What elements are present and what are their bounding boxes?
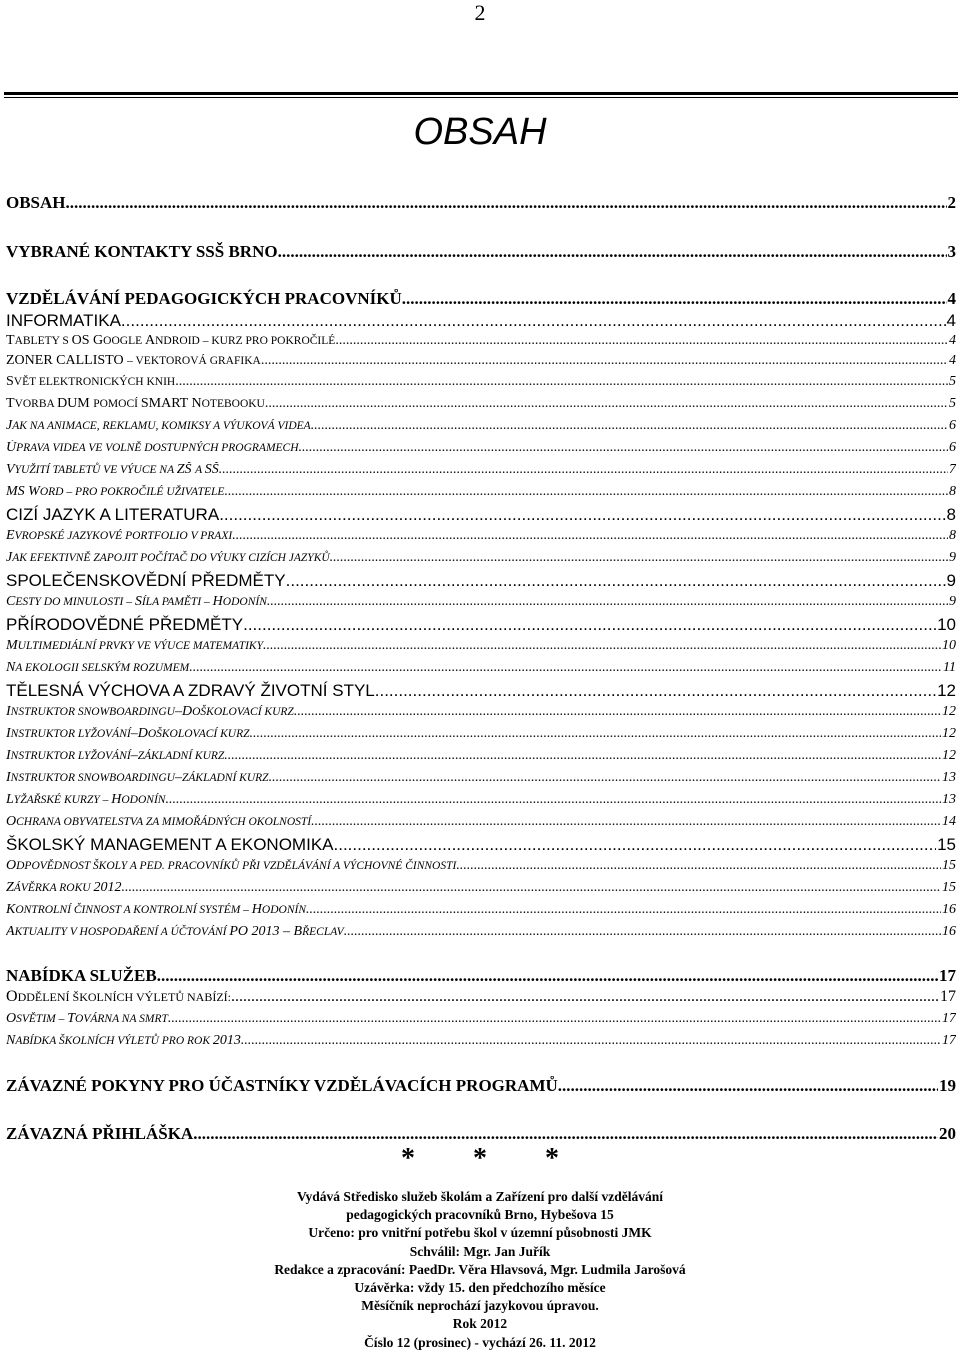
toc-entry-page: 9 xyxy=(949,594,956,609)
toc-entry-title-part: NSTRUKTOR SNOWBOARDINGU xyxy=(10,706,175,718)
toc-entry-page: 15 xyxy=(942,880,956,895)
toc-entry-title-part: O xyxy=(6,988,18,1005)
toc-entry-title-part: A xyxy=(195,464,205,476)
toc-entry-title-part: O xyxy=(6,1011,17,1026)
toc-entry-page: 5 xyxy=(949,374,956,389)
toc-entry-page: 6 xyxy=(949,418,956,433)
toc-entry-title xyxy=(6,748,224,764)
toc-entry-page: 11 xyxy=(943,660,956,675)
toc-entry-title xyxy=(6,814,311,830)
toc-entry-title-part: OBSAH xyxy=(6,193,66,212)
toc-entry-page: 16 xyxy=(942,924,956,939)
toc-dot-leader xyxy=(232,528,948,544)
separator-star: * xyxy=(401,1143,415,1174)
toc-entry-title-part: AK NA ANIMACE, REKLAMU, KOMIKSY A VÝUKOVÁ VIDEA xyxy=(12,420,311,432)
toc-dot-leader xyxy=(558,1076,938,1096)
toc-entry[interactable] xyxy=(6,880,956,896)
toc-entry-title xyxy=(6,1033,241,1049)
toc-dot-leader xyxy=(219,505,945,525)
toc-dot-leader xyxy=(299,440,948,456)
toc-entry-title-part: OVÁRNA NA SMRT xyxy=(75,1013,168,1025)
toc-entry-title-part: A xyxy=(6,924,15,939)
toc-entry-title-part: NSTRUKTOR LYŽOVÁNÍ xyxy=(10,750,131,762)
toc-entry-title-part: H xyxy=(251,902,262,917)
toc-dot-leader xyxy=(250,726,941,742)
toc-entry-title-part: O xyxy=(6,814,17,829)
toc-entry-page: 16 xyxy=(942,902,956,917)
toc-entry-title-part: –D xyxy=(130,726,148,741)
toc-entry-title-part: ÍLA PAMĚTI – xyxy=(141,596,213,608)
toc-entry-title-part: POMOCÍ xyxy=(93,398,141,410)
toc-entry-page: 12 xyxy=(937,681,956,700)
toc-entry[interactable] xyxy=(6,571,956,591)
footer-line: Měsíčník neprochází jazykovou úpravou. xyxy=(361,1298,599,1314)
toc-entry-title xyxy=(6,835,334,855)
toc-entry-title-part: T xyxy=(67,1011,76,1026)
toc-entry-title-part: DDĚLENÍ ŠKOLNÍCH VÝLETŮ NABÍZÍ: xyxy=(17,990,231,1004)
toc-entry-title xyxy=(6,615,243,635)
toc-entry-title xyxy=(6,193,66,213)
toc-dot-leader xyxy=(231,988,939,1006)
toc-entry-title xyxy=(6,770,269,786)
publisher-footer xyxy=(0,1188,960,1352)
toc-entry[interactable] xyxy=(6,660,956,676)
separator-star: * xyxy=(473,1143,487,1174)
toc-entry[interactable] xyxy=(6,242,956,262)
toc-entry-title-part: – VEKTOROVÁ GRAFIKA xyxy=(127,355,261,367)
toc-entry-title-part: YŽAŘSKÉ KURZY – xyxy=(13,794,112,806)
toc-entry[interactable] xyxy=(6,1011,956,1027)
toc-entry-title xyxy=(6,242,278,262)
toc-entry-title-part: SŠ xyxy=(204,462,219,477)
toc-entry-page: 17 xyxy=(940,988,956,1005)
toc-entry-title-part: I xyxy=(6,748,11,763)
toc-entry-page: 15 xyxy=(937,835,956,854)
toc-entry-title-part: OTEBOOKU xyxy=(201,398,265,410)
toc-dot-leader xyxy=(294,704,941,720)
toc-dot-leader xyxy=(193,1124,938,1144)
toc-entry-title-part: OŠKOLOVACÍ KURZ xyxy=(192,706,294,718)
toc-entry-title xyxy=(6,462,219,478)
toc-entry-title-part: 2012 xyxy=(93,880,122,895)
toc-entry[interactable] xyxy=(6,835,956,855)
toc-entry-title xyxy=(6,924,344,940)
toc-entry-title-part: OŠKOLOVACÍ KURZ xyxy=(147,728,250,740)
toc-entry-title xyxy=(6,374,175,390)
toc-entry-title xyxy=(6,902,306,918)
toc-entry-page: 12 xyxy=(942,704,956,719)
toc-dot-leader xyxy=(265,396,948,412)
toc-entry-title-part: Ú xyxy=(6,440,17,455)
toc-entry[interactable] xyxy=(6,289,956,309)
toc-entry-title-part: YUŽITÍ TABLETŮ VE VÝUCE NA xyxy=(14,464,177,476)
toc-dot-leader xyxy=(157,966,938,986)
toc-dot-leader xyxy=(219,462,948,478)
toc-entry-page: 13 xyxy=(942,770,956,785)
toc-entry-title-part: NDROID – KURZ PRO POKROČILÉ xyxy=(155,335,336,347)
toc-entry-title-part: ZÁKLADNÍ KURZ xyxy=(137,750,225,762)
toc-entry-page: 4 xyxy=(949,353,956,368)
toc-entry[interactable] xyxy=(6,1033,956,1049)
toc-entry-page: 9 xyxy=(949,550,956,565)
toc-dot-leader xyxy=(224,748,941,764)
footer-line: Určeno: pro vnitřní potřebu škol v územní působnosti JMK xyxy=(308,1225,652,1241)
toc-entry-title-part: AK EFEKTIVNĚ ZAPOJIT POČÍTAČ DO VÝUKY CIZÍCH JAZYKŮ xyxy=(12,552,330,564)
toc-entry-title xyxy=(6,550,330,566)
toc-entry-title-part: K xyxy=(6,902,16,917)
toc-entry-title xyxy=(6,440,299,456)
toc-entry-title xyxy=(6,505,219,525)
toc-entry-title-part: I xyxy=(6,770,11,785)
toc-entry-title xyxy=(6,311,121,331)
toc-entry-title-part: J xyxy=(6,418,13,433)
toc-dot-leader xyxy=(224,484,948,500)
toc-entry-title-part: ZÁVAZNÁ PŘIHLÁŠKA xyxy=(6,1124,194,1143)
toc-entry[interactable] xyxy=(6,594,956,610)
toc-dot-leader xyxy=(311,814,941,830)
toc-entry-page: 4 xyxy=(949,333,956,348)
toc-entry-title xyxy=(6,638,263,654)
toc-entry-title-part: ŘECLAV xyxy=(302,926,344,938)
toc-entry-title-part: ORD – PRO POKROČILÉ UŽIVATELE xyxy=(39,486,225,498)
toc-entry-title xyxy=(6,333,335,349)
footer-line: pedagogických pracovníků Brno, Hybešova 15 xyxy=(346,1207,614,1223)
toc-entry-title-part: PŘÍRODOVĚDNÉ PŘEDMĚTY xyxy=(6,615,244,634)
toc-entry[interactable] xyxy=(6,462,956,478)
toc-dot-leader xyxy=(402,289,947,309)
toc-dot-leader xyxy=(286,571,946,591)
toc-entry-title-part: SPOLEČENSKOVĚDNÍ PŘEDMĚTY xyxy=(6,571,286,590)
toc-entry-title-part: VZDĚLÁVÁNÍ PEDAGOGICKÝCH PRACOVNÍKŮ xyxy=(6,289,402,308)
toc-entry[interactable] xyxy=(6,396,956,412)
toc-entry[interactable] xyxy=(6,550,956,566)
toc-dot-leader xyxy=(66,193,947,213)
toc-dot-leader xyxy=(330,550,948,566)
header-rule-thick xyxy=(4,92,958,95)
toc-entry-page: 13 xyxy=(942,792,956,807)
toc-entry-title-part: C xyxy=(6,594,16,609)
toc-entry-title-part: PO 2013 – B xyxy=(229,924,303,939)
toc-entry-page: 17 xyxy=(939,966,956,985)
footer-line: Uzávěrka: vždy 15. den předchozího měsíce xyxy=(354,1280,606,1296)
footer-line: Vydává Středisko služeb školám a Zařízení pro další vzdělávání xyxy=(296,1189,664,1204)
toc-entry[interactable] xyxy=(6,792,956,808)
toc-entry-title-part: T xyxy=(6,333,15,348)
toc-entry[interactable] xyxy=(6,770,956,786)
toc-entry-title-part: ABLETY S xyxy=(14,335,72,347)
toc-entry-title-part: VĚT ELEKTRONICKÝCH KNIH xyxy=(13,376,176,388)
toc-entry-page: 4 xyxy=(946,311,956,330)
toc-entry-page: 8 xyxy=(949,484,956,499)
toc-entry-title-part: S xyxy=(6,374,14,389)
toc-entry-title-part: VORBA xyxy=(14,398,58,410)
toc-entry-title-part: KTUALITY V HOSPODAŘENÍ A ÚČTOVÁNÍ xyxy=(14,926,230,938)
page-number: 2 xyxy=(474,0,486,25)
toc-entry-title-part: ZÁKLADNÍ KURZ xyxy=(181,772,269,784)
toc-entry[interactable] xyxy=(6,814,956,830)
toc-entry[interactable] xyxy=(6,924,956,940)
toc-dot-leader xyxy=(278,242,947,262)
toc-entry-title xyxy=(6,1011,168,1027)
toc-entry-title-part: CHRANA OBYVATELSTVA ZA MIMOŘÁDNÝCH OKOLNOSTÍ xyxy=(16,816,312,828)
toc-dot-leader xyxy=(311,418,948,434)
toc-entry-page: 7 xyxy=(949,462,956,477)
toc-entry-title xyxy=(6,704,294,720)
toc-entry-title-part: OOGLE xyxy=(103,335,145,347)
toc-entry-title xyxy=(6,1124,193,1144)
toc-entry-title-part: ÁVĚRKA ROKU xyxy=(13,882,94,894)
toc-entry-title xyxy=(6,396,265,412)
toc-dot-leader xyxy=(165,792,941,808)
toc-entry-title-part: INFORMATIKA xyxy=(6,311,121,330)
toc-entry-title-part: ODONÍN xyxy=(222,596,267,608)
toc-entry-title-part: L xyxy=(6,792,14,807)
toc-entry-title-part: NSTRUKTOR LYŽOVÁNÍ xyxy=(10,728,131,740)
toc-entry-title-part: A EKOLOGII SELSKÝM ROZUMEM xyxy=(15,662,190,674)
toc-entry[interactable] xyxy=(6,726,956,742)
footer-line: Redakce a zpracování: PaedDr. Věra Hlavsová, Mgr. Ludmila Jarošová xyxy=(274,1261,686,1277)
toc-entry-title-part: SVĚTIM – xyxy=(16,1013,68,1025)
toc-dot-leader xyxy=(121,311,946,331)
toc-entry[interactable] xyxy=(6,1124,956,1144)
toc-dot-leader xyxy=(175,374,948,390)
toc-dot-leader xyxy=(375,681,936,701)
header-rule-thin xyxy=(4,97,958,98)
toc-entry-page: 8 xyxy=(946,505,956,524)
toc-entry-title-part: ZÁVAZNÉ POKYNY PRO ÚČASTNÍKY VZDĚLÁVACÍCH PROGRAMŮ xyxy=(6,1076,558,1095)
toc-dot-leader xyxy=(261,353,948,369)
toc-dot-leader xyxy=(243,615,936,635)
toc-entry-title-part: ZONER CALLISTO xyxy=(6,353,128,368)
toc-entry-title-part: DPOVĚDNOST ŠKOLY A PED. PRACOVNÍKŮ PŘI VZDĚLÁVÁNÍ A VÝCHOVNÉ ČINNOSTI xyxy=(16,860,457,872)
toc-entry-title-part: T xyxy=(6,396,15,411)
toc-entry-title-part: –D xyxy=(174,704,193,719)
toc-entry-title-part: M xyxy=(6,638,18,653)
separator-star: * xyxy=(545,1143,559,1174)
toc-entry-title xyxy=(6,528,232,544)
toc-entry-title xyxy=(6,858,456,874)
toc-entry-page: 3 xyxy=(947,242,956,261)
toc-entry-title-part: ESTY DO MINULOSTI – xyxy=(15,596,135,608)
toc-entry-page: 10 xyxy=(937,615,956,634)
toc-dot-leader xyxy=(269,770,941,786)
toc-dot-leader xyxy=(263,638,941,654)
toc-entry[interactable] xyxy=(6,374,956,390)
toc-entry[interactable] xyxy=(6,353,956,369)
toc-entry-title-part: – xyxy=(130,748,138,763)
separator-stars xyxy=(0,1143,960,1175)
toc-entry-title-part: PRAVA VIDEA VE VOLNĚ DOSTUPNÝCH PROGRAMECH xyxy=(16,442,299,454)
toc-dot-leader xyxy=(344,924,941,940)
page-title: OBSAH xyxy=(413,111,547,153)
toc-entry-title-part: V xyxy=(6,462,15,477)
toc-entry[interactable] xyxy=(6,858,956,874)
toc-entry-title-part: OS G xyxy=(71,333,104,348)
toc-entry-title-part: E xyxy=(6,528,15,543)
toc-entry-page: 17 xyxy=(942,1011,956,1026)
toc-entry[interactable] xyxy=(6,440,956,456)
toc-entry-title-part: SMART N xyxy=(140,396,202,411)
toc-dot-leader xyxy=(189,660,942,676)
toc-dot-leader xyxy=(241,1033,941,1049)
toc-entry-title-part: TĚLESNÁ VÝCHOVA A ZDRAVÝ ŽIVOTNÍ STYL xyxy=(6,681,375,700)
toc-entry-title-part: I xyxy=(6,704,11,719)
toc-entry[interactable] xyxy=(6,902,956,918)
toc-entry-title-part: H xyxy=(212,594,223,609)
toc-entry-title-part: DUM xyxy=(57,396,94,411)
toc-entry-title-part: MS W xyxy=(6,484,40,499)
toc-entry[interactable] xyxy=(6,1076,956,1096)
toc-entry-page: 20 xyxy=(939,1124,956,1143)
toc-entry-title xyxy=(6,681,375,701)
toc-entry-title-part: N xyxy=(6,1033,16,1048)
toc-entry[interactable] xyxy=(6,333,956,349)
toc-dot-leader xyxy=(456,858,941,874)
toc-entry-page: 17 xyxy=(942,1033,956,1048)
toc-entry-title xyxy=(6,594,267,610)
toc-entry-page: 5 xyxy=(949,396,956,411)
toc-entry-title-part: ODONÍN xyxy=(261,904,307,916)
toc-entry-page: 19 xyxy=(939,1076,956,1095)
toc-entry[interactable] xyxy=(6,484,956,500)
toc-entry-title-part: ZŠ xyxy=(176,462,196,477)
toc-entry-title-part: ŠKOLSKÝ MANAGEMENT A EKONOMIKA xyxy=(6,835,334,854)
toc-entry-page: 6 xyxy=(949,440,956,455)
toc-entry-title-part: S xyxy=(134,594,142,609)
toc-entry-title-part: A xyxy=(145,333,156,348)
toc-entry[interactable] xyxy=(6,988,956,1006)
toc-entry-page: 10 xyxy=(942,638,956,653)
footer-line: Rok 2012 xyxy=(452,1316,508,1332)
toc-dot-leader xyxy=(335,333,948,349)
toc-entry-title xyxy=(6,880,121,896)
toc-entry-page: 14 xyxy=(942,814,956,829)
toc-entry-title-part: ABÍDKA ŠKOLNÍCH VÝLETŮ PRO ROK xyxy=(15,1035,213,1047)
toc-entry-title xyxy=(6,484,224,500)
toc-entry[interactable] xyxy=(6,704,956,720)
toc-entry-title-part: Z xyxy=(6,880,14,895)
toc-entry-title-part: NABÍDKA SLUŽEB xyxy=(6,966,157,985)
toc-entry-title xyxy=(6,1076,558,1096)
toc-entry-title-part: H xyxy=(111,792,122,807)
toc-entry[interactable] xyxy=(6,193,956,213)
toc-entry-title xyxy=(6,966,157,986)
toc-entry[interactable] xyxy=(6,638,956,654)
toc-entry-title xyxy=(6,988,231,1006)
toc-entry-title-part: J xyxy=(6,550,13,565)
toc-entry-page: 12 xyxy=(942,748,956,763)
toc-entry-title-part: ODONÍN xyxy=(121,794,166,806)
toc-entry-title-part: VROPSKÉ JAZYKOVÉ PORTFOLIO V PRAXI xyxy=(14,530,233,542)
toc-entry[interactable] xyxy=(6,681,956,701)
toc-entry-title-part: ONTROLNÍ ČINNOST A KONTROLNÍ SYSTÉM – xyxy=(15,904,252,916)
toc-dot-leader xyxy=(121,880,941,896)
toc-entry-page: 2 xyxy=(947,193,956,212)
toc-entry-title xyxy=(6,726,250,742)
toc-entry[interactable] xyxy=(6,748,956,764)
toc-entry-title-part: I xyxy=(6,726,11,741)
toc-entry[interactable] xyxy=(6,311,956,331)
toc-entry-title-part: CIZÍ JAZYK A LITERATURA xyxy=(6,505,220,524)
toc-entry-title xyxy=(6,418,311,434)
toc-entry-title-part: N xyxy=(6,660,16,675)
toc-dot-leader xyxy=(334,835,937,855)
toc-dot-leader xyxy=(267,594,948,610)
toc-entry-page: 12 xyxy=(942,726,956,741)
toc-entry-title xyxy=(6,660,189,676)
toc-entry-title xyxy=(6,792,165,808)
toc-entry-title-part: O xyxy=(6,858,17,873)
toc-entry-title xyxy=(6,353,261,369)
toc-entry-title-part: – xyxy=(174,770,182,785)
toc-dot-leader xyxy=(168,1011,941,1027)
toc-entry[interactable] xyxy=(6,966,956,986)
toc-entry-page: 15 xyxy=(942,858,956,873)
toc-entry-title xyxy=(6,571,286,591)
toc-entry-page: 8 xyxy=(949,528,956,543)
toc-entry-title-part: ULTIMEDIÁLNÍ PRVKY VE VÝUCE MATEMATIKY xyxy=(17,640,263,652)
toc-entry-page: 4 xyxy=(947,289,956,308)
toc-entry[interactable] xyxy=(6,505,956,525)
footer-line: Číslo 12 (prosinec) - vychází 26. 11. 2012 xyxy=(364,1334,596,1350)
toc-entry-page: 9 xyxy=(946,571,956,590)
toc-entry-title xyxy=(6,289,402,309)
toc-entry-title-part: VYBRANÉ KONTAKTY SSŠ BRNO xyxy=(6,242,278,261)
toc-dot-leader xyxy=(306,902,941,918)
toc-entry-title-part: 2013 xyxy=(212,1033,241,1048)
toc-entry[interactable] xyxy=(6,528,956,544)
footer-line: Schválil: Mgr. Jan Juřík xyxy=(409,1243,551,1259)
toc-entry-title-part: NSTRUKTOR SNOWBOARDINGU xyxy=(10,772,175,784)
toc-entry[interactable] xyxy=(6,418,956,434)
toc-entry[interactable] xyxy=(6,615,956,635)
